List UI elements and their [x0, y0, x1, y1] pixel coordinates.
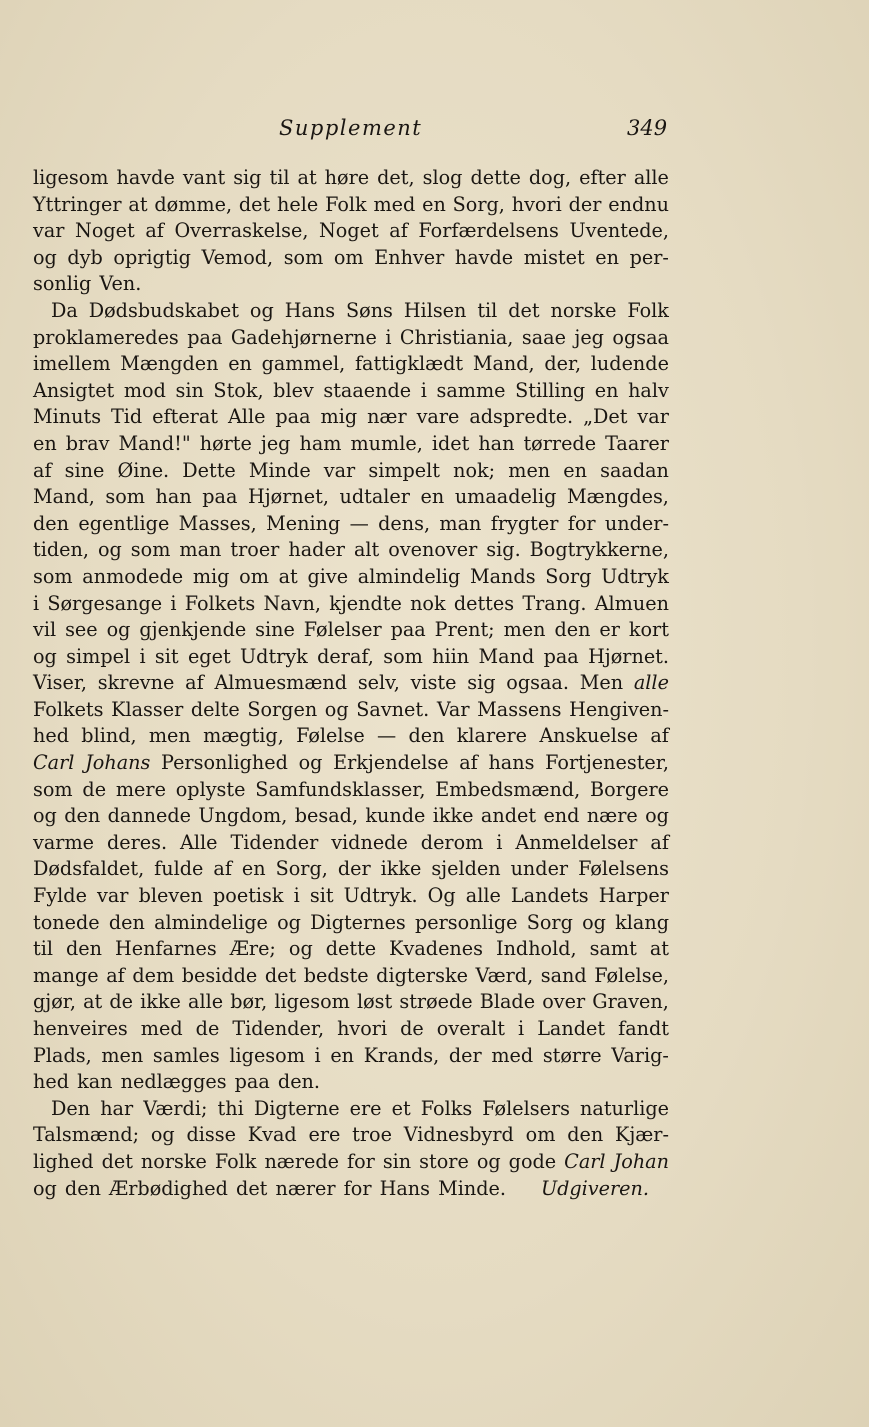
- text-line: tonede den almindelige og Digternes personlige Sorg og klang: [33, 910, 669, 934]
- running-title: Supplement: [279, 116, 423, 140]
- text-line: Yttringer at dømme, det hele Folk med en Sorg, hvori der endnu: [33, 192, 669, 216]
- text-line: var Noget af Overraskelse, Noget af Forfærdelsens Uventede,: [33, 219, 669, 243]
- text-line: Dødsfaldet, fulde af en Sorg, der ikke sjelden under Følelsens: [33, 857, 669, 881]
- text-line: mange af dem besidde det bedste digterske Værd, sand Følelse,: [33, 963, 669, 987]
- body-text: [33, 165, 669, 1202]
- text-line: til den Henfarnes Ære; og dette Kvadenes Indhold, samt at: [33, 937, 669, 961]
- text-line: Ansigtet mod sin Stok, blev staaende i samme Stilling en halv: [33, 378, 669, 402]
- text-line: Carl Johans Personlighed og Erkjendelse af hans Fortjenester,: [33, 751, 669, 775]
- text-line: Plads, men samles ligesom i en Krands, der med større Varig-: [33, 1043, 669, 1067]
- text-line: og dyb oprigtig Vemod, som om Enhver havde mistet en per-: [33, 245, 669, 269]
- text-line: en brav Mand!" hørte jeg ham mumle, idet han tørrede Taarer: [33, 431, 669, 455]
- text-line: sonlig Ven.: [33, 272, 142, 296]
- text-line: af sine Øine. Dette Minde var simpelt nok; men en saadan: [33, 458, 669, 482]
- text-line: hed blind, men mægtig, Følelse — den klarere Anskuelse af: [33, 724, 669, 748]
- text-line: som de mere oplyste Samfundsklasser, Embedsmænd, Borgere: [33, 777, 669, 801]
- text-line: Viser, skrevne af Almuesmænd selv, viste sig ogsaa. Men alle: [33, 671, 669, 695]
- text-line: proklameredes paa Gadehjørnerne i Christiania, saae jeg ogsaa: [33, 325, 669, 349]
- text-line: Mand, som han paa Hjørnet, udtaler en umaadelig Mængdes,: [33, 485, 669, 509]
- text-line: Minuts Tid efterat Alle paa mig nær vare adspredte. „Det var: [33, 405, 669, 429]
- text-line: i Sørgesange i Folkets Navn, kjendte nok dettes Trang. Almuen: [33, 591, 669, 615]
- text-line: vil see og gjenkjende sine Følelser paa Prent; men den er kort: [33, 618, 669, 642]
- text-line: Folkets Klasser delte Sorgen og Savnet. Var Massens Hengiven-: [33, 697, 669, 721]
- text-line: Den har Værdi; thi Digterne ere et Folks Følelsers naturlige: [51, 1096, 669, 1120]
- text-line: Talsmænd; og disse Kvad ere troe Vidnesbyrd om den Kjær-: [33, 1123, 669, 1147]
- text-line: varme deres. Alle Tidender vidnede derom i Anmeldelser af: [33, 830, 669, 854]
- text-line: tiden, og som man troer hader alt ovenover sig. Bogtrykkerne,: [33, 538, 669, 562]
- text-line: hed kan nedlægges paa den.: [33, 1070, 321, 1094]
- text-line: og den dannede Ungdom, besad, kunde ikke andet end nære og: [33, 804, 669, 828]
- text-line: Fylde var bleven poetisk i sit Udtryk. Og alle Landets Harper: [33, 884, 669, 908]
- text-line: gjør, at de ikke alle bør, ligesom løst strøede Blade over Graven,: [33, 990, 669, 1014]
- text-line: henveires med de Tidender, hvori de overalt i Landet fandt: [33, 1017, 669, 1040]
- text-line: den egentlige Masses, Mening — dens, man frygter for under-: [33, 511, 669, 535]
- text-line: og simpel i sit eget Udtryk deraf, som hiin Mand paa Hjørnet.: [33, 644, 669, 668]
- text-line: lighed det norske Folk nærede for sin store og gode Carl Johan: [33, 1149, 669, 1173]
- text-line: Da Dødsbudskabet og Hans Søns Hilsen til det norske Folk: [51, 298, 669, 322]
- text-line: som anmodede mig om at give almindelig Mands Sorg Udtryk: [33, 564, 669, 588]
- text-line: imellem Mængden en gammel, fattigklædt Mand, der, ludende: [33, 352, 669, 376]
- text-line: ligesom havde vant sig til at høre det, slog dette dog, efter alle: [33, 166, 669, 189]
- page-number: 349: [627, 116, 668, 140]
- text-line: og den Ærbødighed det nærer for Hans Minde. Udgiveren.: [33, 1176, 649, 1200]
- page-header: [0, 116, 869, 146]
